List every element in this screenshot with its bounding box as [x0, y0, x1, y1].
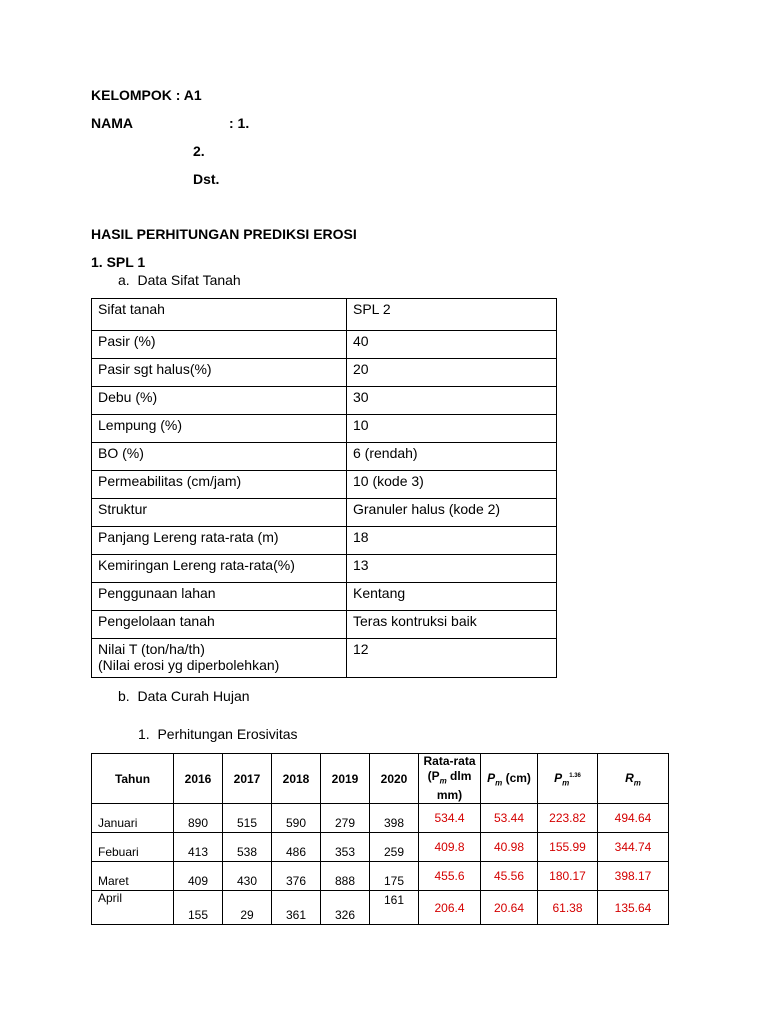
property-name: Pasir sgt halus(%) — [92, 359, 347, 387]
table-row — [92, 443, 557, 471]
computed-cell: 223.82 — [538, 804, 598, 833]
value-cell: 430 — [223, 862, 272, 891]
table-row — [92, 833, 669, 862]
value-cell: 413 — [174, 833, 223, 862]
computed-cell: 206.4 — [419, 891, 481, 925]
tolerance-label: Nilai T (ton/ha/th) — [98, 641, 205, 657]
header-rata-dlm: dlm — [446, 769, 472, 783]
header-rata-line2 — [421, 769, 478, 788]
header-tahun: Tahun — [92, 754, 174, 804]
table-row — [92, 527, 557, 555]
property-value: 13 — [347, 555, 557, 583]
table-row — [92, 611, 557, 639]
value-cell: 890 — [174, 804, 223, 833]
header-rm-symbol: R — [625, 770, 634, 785]
header-pm2-symbol: P — [554, 770, 563, 785]
value-cell: 279 — [321, 804, 370, 833]
subheading-erosivity: 1. Perhitungan Erosivitas — [138, 726, 298, 742]
value-cell: 376 — [272, 862, 321, 891]
property-name: Kemiringan Lereng rata-rata(%) — [92, 555, 347, 583]
property-value: 12 — [347, 639, 557, 678]
section-title: HASIL PERHITUNGAN PREDIKSI EROSI — [91, 226, 357, 242]
property-name: Permeabilitas (cm/jam) — [92, 471, 347, 499]
header-rata-line1: Rata-rata — [423, 754, 476, 768]
value-cell: 888 — [321, 862, 370, 891]
header-rm — [598, 754, 669, 804]
value-cell: 259 — [370, 833, 419, 862]
property-name: Pasir (%) — [92, 331, 347, 359]
header-2019: 2019 — [321, 754, 370, 804]
tolerance-note: (Nilai erosi yg diperbolehkan) — [98, 657, 280, 673]
value-cell: 515 — [223, 804, 272, 833]
header-rata-sub: m — [439, 776, 447, 786]
table-header-row — [92, 754, 669, 804]
computed-cell: 135.64 — [598, 891, 669, 925]
computed-cell: 61.38 — [538, 891, 598, 925]
soil-properties-table — [91, 298, 557, 678]
header-2017: 2017 — [223, 754, 272, 804]
computed-cell: 344.74 — [598, 833, 669, 862]
table-row — [92, 331, 557, 359]
month-cell: April — [92, 891, 174, 925]
property-name: Debu (%) — [92, 387, 347, 415]
header-pm2-exponent: 1.36 — [569, 772, 581, 779]
value-cell: 486 — [272, 833, 321, 862]
value-cell: 175 — [370, 862, 419, 891]
computed-cell: 180.17 — [538, 862, 598, 891]
subheading-soil-data: a. Data Sifat Tanah — [118, 272, 241, 288]
table-row — [92, 862, 669, 891]
spl-title: 1. SPL 1 — [91, 254, 146, 270]
table-header-row — [92, 299, 557, 331]
value-cell: 409 — [174, 862, 223, 891]
header-pm-136 — [538, 754, 598, 804]
nama-dst: Dst. — [193, 171, 220, 187]
value-cell: 398 — [370, 804, 419, 833]
table-row — [92, 471, 557, 499]
computed-cell: 398.17 — [598, 862, 669, 891]
header-pm2-sub: m — [562, 777, 570, 787]
value-cell: 590 — [272, 804, 321, 833]
header-2018: 2018 — [272, 754, 321, 804]
property-name: Pengelolaan tanah — [92, 611, 347, 639]
table-row — [92, 499, 557, 527]
nama-1: : 1. — [229, 115, 250, 131]
table-row — [92, 639, 557, 678]
nama-2: 2. — [193, 143, 205, 159]
property-value: Teras kontruksi baik — [347, 611, 557, 639]
header-2016: 2016 — [174, 754, 223, 804]
computed-cell: 53.44 — [481, 804, 538, 833]
header-rata-rata — [419, 754, 481, 804]
kelompok-label: KELOMPOK : A1 — [91, 87, 202, 103]
nama-label: NAMA — [91, 115, 133, 131]
value-cell: 353 — [321, 833, 370, 862]
property-name: Struktur — [92, 499, 347, 527]
table-row — [92, 583, 557, 611]
subheading-rainfall: b. Data Curah Hujan — [118, 688, 250, 704]
month-cell: Maret — [92, 862, 174, 891]
value-cell: 161 — [370, 891, 419, 925]
value-cell: 155 — [174, 891, 223, 925]
header-pm — [481, 754, 538, 804]
property-value: 30 — [347, 387, 557, 415]
computed-cell: 455.6 — [419, 862, 481, 891]
computed-cell: 45.56 — [481, 862, 538, 891]
header-cell: SPL 2 — [347, 299, 557, 331]
header-pm-sub: m — [495, 777, 503, 787]
computed-cell: 494.64 — [598, 804, 669, 833]
computed-cell: 409.8 — [419, 833, 481, 862]
property-value: 40 — [347, 331, 557, 359]
property-name: BO (%) — [92, 443, 347, 471]
table-row — [92, 891, 669, 925]
property-name: Penggunaan lahan — [92, 583, 347, 611]
rainfall-table — [91, 753, 669, 925]
value-cell: 538 — [223, 833, 272, 862]
computed-cell: 155.99 — [538, 833, 598, 862]
property-value: 10 — [347, 415, 557, 443]
month-cell: Febuari — [92, 833, 174, 862]
month-cell: Januari — [92, 804, 174, 833]
table-row — [92, 387, 557, 415]
property-value: Granuler halus (kode 2) — [347, 499, 557, 527]
property-name: Panjang Lereng rata-rata (m) — [92, 527, 347, 555]
property-name — [92, 639, 347, 678]
header-pm-symbol: P — [487, 770, 496, 785]
table-row — [92, 555, 557, 583]
property-value: 20 — [347, 359, 557, 387]
table-row — [92, 804, 669, 833]
property-value: 6 (rendah) — [347, 443, 557, 471]
value-cell: 326 — [321, 891, 370, 925]
header-cell: Sifat tanah — [92, 299, 347, 331]
property-name: Lempung (%) — [92, 415, 347, 443]
property-value: Kentang — [347, 583, 557, 611]
property-value: 18 — [347, 527, 557, 555]
header-rata-p: (P — [427, 769, 440, 783]
table-row — [92, 415, 557, 443]
header-pm-unit: (cm) — [502, 770, 531, 785]
property-value: 10 (kode 3) — [347, 471, 557, 499]
computed-cell: 20.64 — [481, 891, 538, 925]
computed-cell: 534.4 — [419, 804, 481, 833]
value-cell: 361 — [272, 891, 321, 925]
computed-cell: 40.98 — [481, 833, 538, 862]
value-cell: 29 — [223, 891, 272, 925]
header-rata-line3: mm) — [436, 788, 463, 803]
header-rm-sub: m — [633, 777, 641, 787]
header-2020: 2020 — [370, 754, 419, 804]
table-row — [92, 359, 557, 387]
